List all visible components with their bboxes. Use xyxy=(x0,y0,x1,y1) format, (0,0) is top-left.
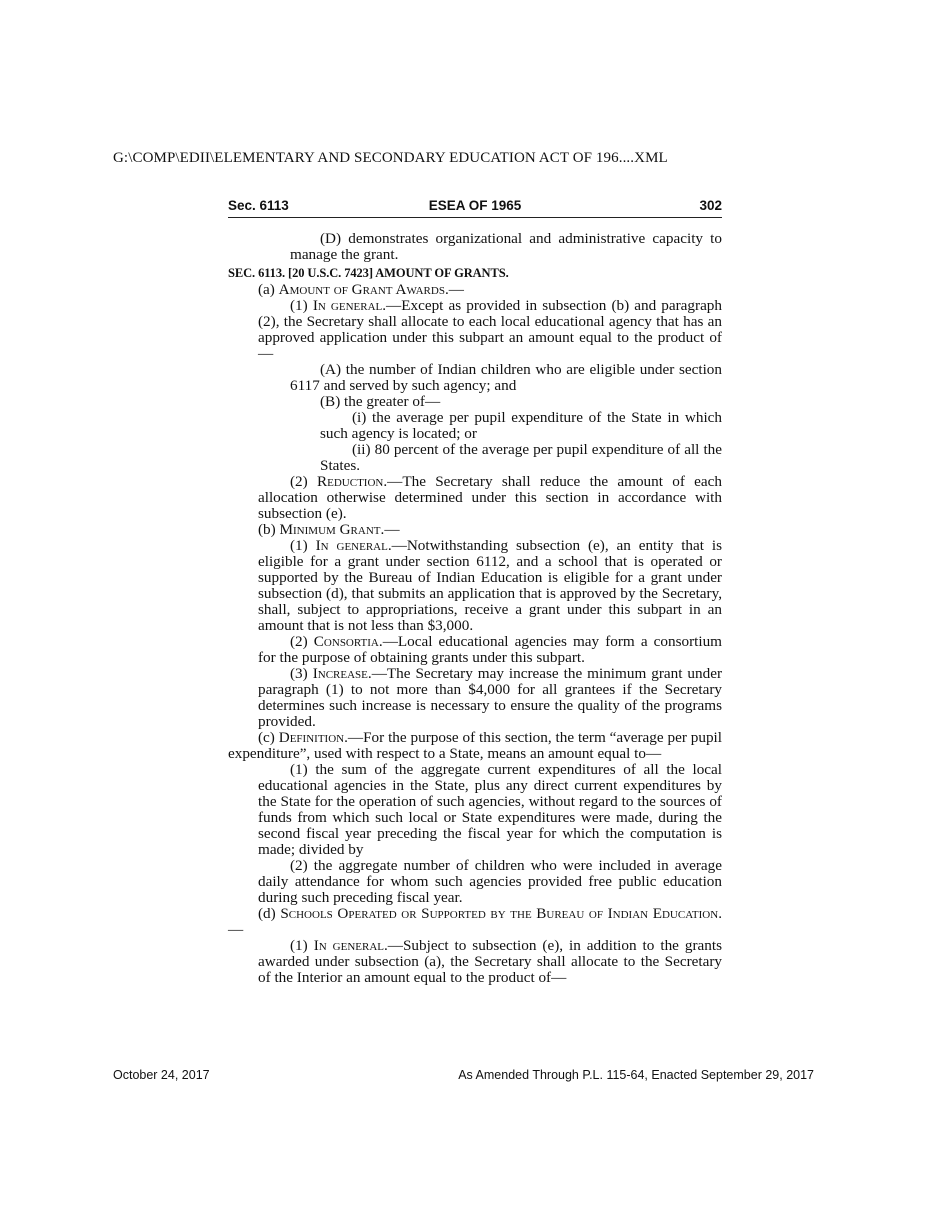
clause-a-1-B-ii: (ii) 80 percent of the average per pupil expenditure of all the States. xyxy=(320,441,722,474)
subsection-b-heading: (b) Minimum Grant.— xyxy=(258,521,400,538)
clause-d: (D) demonstrates organizational and administrative capacity to manage the grant. xyxy=(290,230,722,263)
paragraph-a-1: (1) In general.—Except as provided in subsection (b) and paragraph (2), the Secretary shall allocate to each local educational agency that has an approved application under this subpart an amount equal to the product of— xyxy=(258,297,722,362)
footer-date: October 24, 2017 xyxy=(113,1068,210,1082)
clause-a-1-B: (B) the greater of— xyxy=(320,393,441,410)
clause-a-1-A: (A) the number of Indian children who are eligible under section 6117 and served by such agency; and xyxy=(290,361,722,394)
running-head-section: Sec. 6113 xyxy=(228,198,289,213)
running-head-page-number: 302 xyxy=(699,198,722,213)
subsection-d-heading: (d) Schools Operated or Supported by the Bureau of Indian Education.— xyxy=(228,905,722,938)
paragraph-a-2: (2) Reduction.—The Secretary shall reduce the amount of each allocation otherwise determined under this section in accordance with subsection (e). xyxy=(258,473,722,522)
paragraph-d-1: (1) In general.—Subject to subsection (e), in addition to the grants awarded under subsection (a), the Secretary shall allocate to the Secretary of the Interior an amount equal to the product of— xyxy=(258,937,722,986)
footer-amended: As Amended Through P.L. 115-64, Enacted September 29, 2017 xyxy=(458,1068,814,1082)
statute-text xyxy=(228,231,722,986)
subsection-a-heading: (a) Amount of Grant Awards.— xyxy=(258,281,464,298)
paragraph-c-1: (1) the sum of the aggregate current expenditures of all the local educational agencies in the State, plus any direct current expenditures by the State for the operation of such agencies, without regard to the sources of funds from which such local or State expenditures were made, during the second fiscal year preceding the fiscal year for which the computation is made; divided by xyxy=(258,761,722,858)
paragraph-b-3: (3) Increase.—The Secretary may increase the minimum grant under paragraph (1) to not more than $4,000 for all grantees if the Secretary determines such increase is necessary to ensure the quality of the programs provided. xyxy=(258,665,723,730)
paragraph-c-2: (2) the aggregate number of children who were included in average daily attendance for whom such agencies provided free public education during such preceding fiscal year. xyxy=(258,857,722,906)
paragraph-b-1: (1) In general.—Notwithstanding subsection (e), an entity that is eligible for a grant under section 6112, and a school that is operated or supported by the Bureau of Indian Education is eligible for a grant under subsection (d), that submits an application that is approved by the Secretary, shall, subject to appropriations, receive a grant under this subpart in an amount that is not less than $3,000. xyxy=(258,537,722,634)
subsection-c: (c) Definition.—For the purpose of this section, the term “average per pupil expenditure”, used with respect to a State, means an amount equal to— xyxy=(228,729,722,762)
clause-a-1-B-i: (i) the average per pupil expenditure of the State in which such agency is located; or xyxy=(320,409,722,442)
running-head xyxy=(228,197,722,218)
running-head-title: ESEA OF 1965 xyxy=(428,198,522,213)
file-path: G:\COMP\EDII\ELEMENTARY AND SECONDARY EDUCATION ACT OF 196....XML xyxy=(113,150,668,166)
paragraph-b-2: (2) Consortia.—Local educational agencies may form a consortium for the purpose of obtaining grants under this subpart. xyxy=(258,633,722,666)
section-heading: SEC. 6113. [20 U.S.C. 7423] AMOUNT OF GRANTS. xyxy=(228,266,509,280)
